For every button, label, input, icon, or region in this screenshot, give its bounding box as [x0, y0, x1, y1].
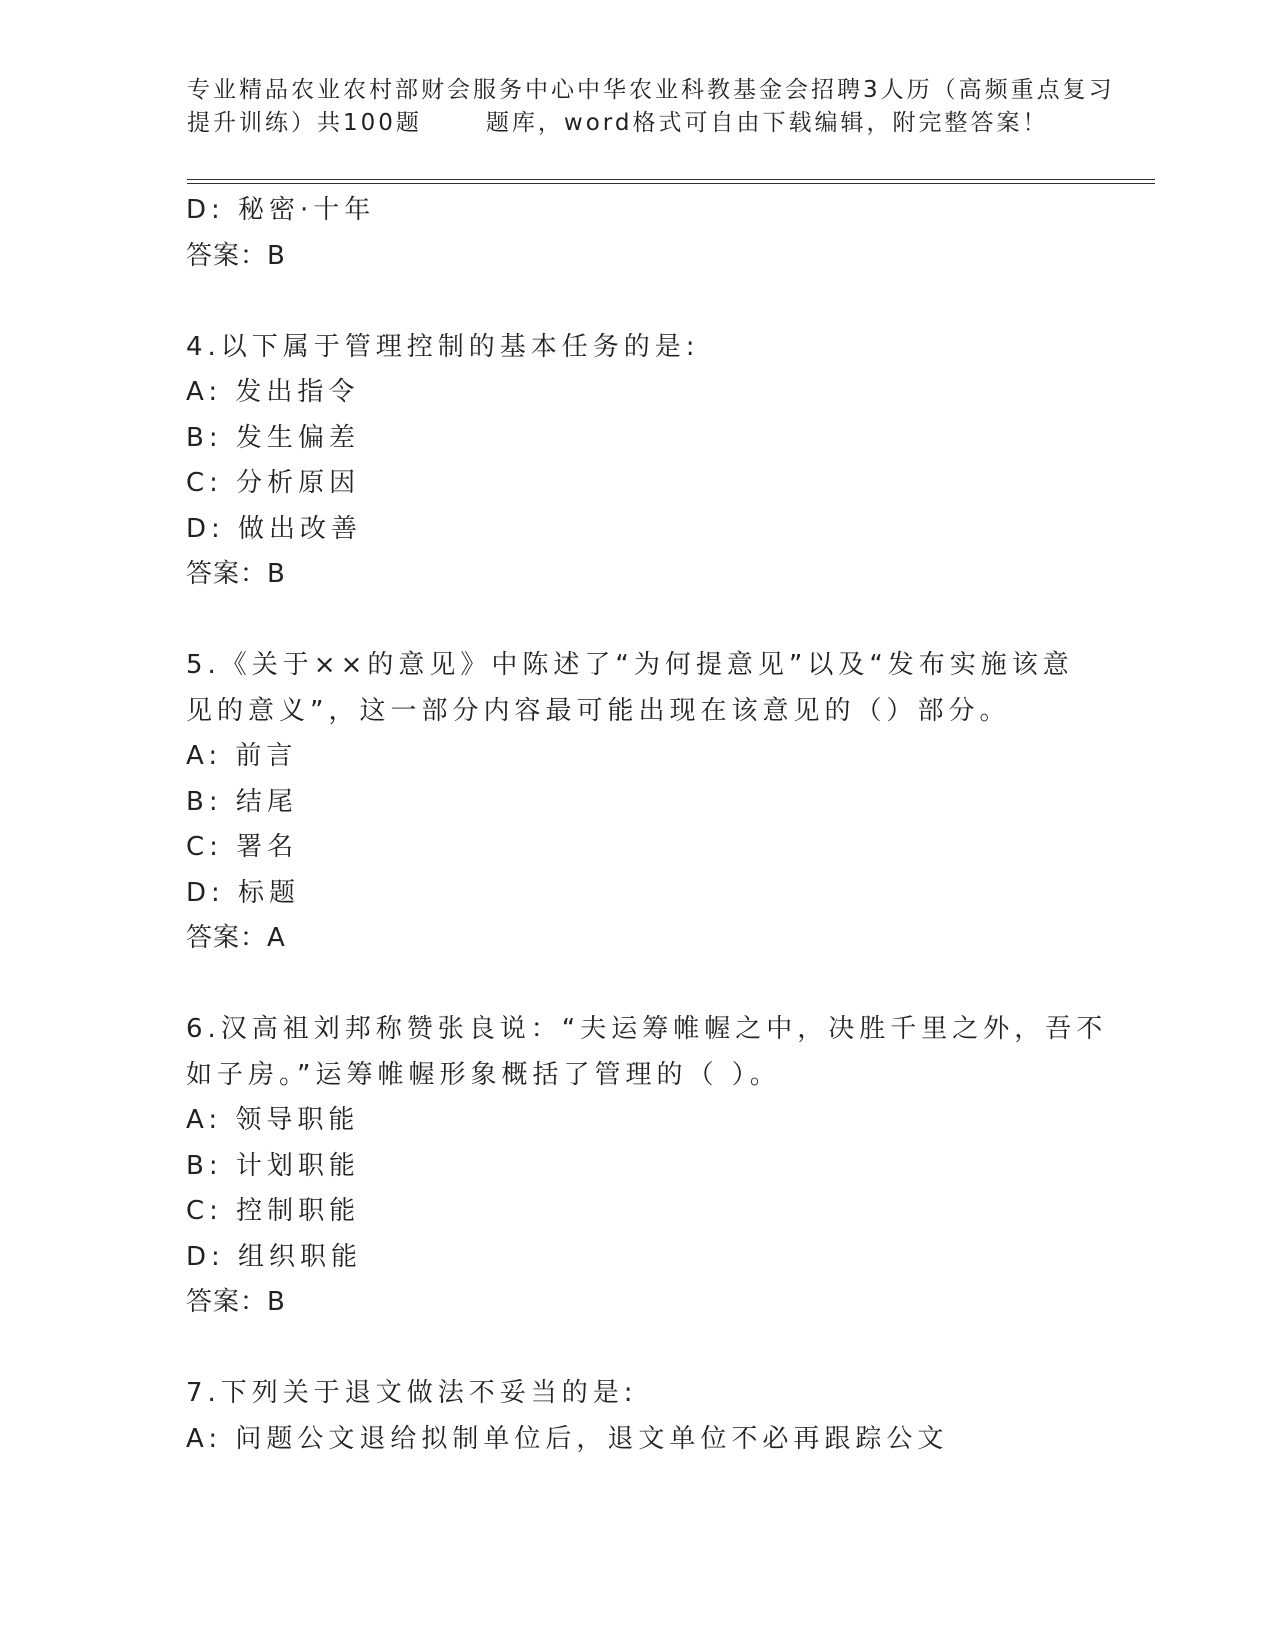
q4-option-d: D: 做出改善 — [186, 513, 363, 544]
q6-option-b: B: 计划职能 — [186, 1150, 360, 1181]
q3-answer: 答案：B — [186, 240, 286, 271]
q6-option-d: D: 组织职能 — [186, 1241, 363, 1272]
q5-option-c: C: 署名 — [186, 832, 299, 862]
q6-question-line-2: 如子房。”运筹帷幄形象概括了管理的（ ）。 — [186, 1059, 781, 1090]
header-line-2 — [187, 107, 1107, 140]
q5-option-d: D: 标题 — [186, 877, 301, 908]
header-line-2-part-1: 提升训练）共100题 — [187, 110, 422, 136]
q5-question-line-1: 5.《关于××的意见》中陈述了“为何提意见”以及“发布实施该意 — [186, 650, 1074, 680]
q5-answer: 答案：A — [186, 923, 286, 953]
header-divider-bottom — [187, 183, 1155, 184]
header-divider-top — [187, 179, 1155, 180]
q4-option-a: A: 发出指令 — [186, 377, 360, 407]
page-header — [187, 74, 1115, 140]
q3-option-d: D: 秘密·十年 — [186, 195, 376, 225]
q6-option-c: C: 控制职能 — [186, 1196, 361, 1226]
q5-option-b: B: 结尾 — [186, 786, 298, 817]
q7-option-a: A: 问题公文退给拟制单位后，退文单位不必再跟踪公文 — [186, 1423, 949, 1454]
q6-option-a: A: 领导职能 — [186, 1105, 360, 1135]
q4-option-b: B: 发生偏差 — [186, 422, 360, 453]
question-list — [186, 188, 1108, 1462]
q6-question-line-1: 6.汉高祖刘邦称赞张良说：“夫运筹帷幄之中，决胜千里之外，吾不 — [186, 1014, 1108, 1044]
header-line-1: 专业精品农业农村部财会服务中心中华农业科教基金会招聘3人历（高频重点复习 — [187, 77, 1115, 103]
q7-question: 7.下列关于退文做法不妥当的是: — [186, 1378, 638, 1408]
q6-answer: 答案：B — [186, 1287, 286, 1317]
q4-answer: 答案：B — [186, 559, 286, 589]
q4-option-c: C: 分析原因 — [186, 468, 361, 498]
q5-option-a: A: 前言 — [186, 741, 298, 771]
header-line-2-part-2: 题库，word格式可自由下载编辑，附完整答案！ — [485, 110, 1049, 136]
q5-question-line-2: 见的意义”，这一部分内容最可能出现在该意见的（）部分。 — [186, 695, 1011, 726]
q4-question: 4.以下属于管理控制的基本任务的是: — [186, 331, 700, 362]
